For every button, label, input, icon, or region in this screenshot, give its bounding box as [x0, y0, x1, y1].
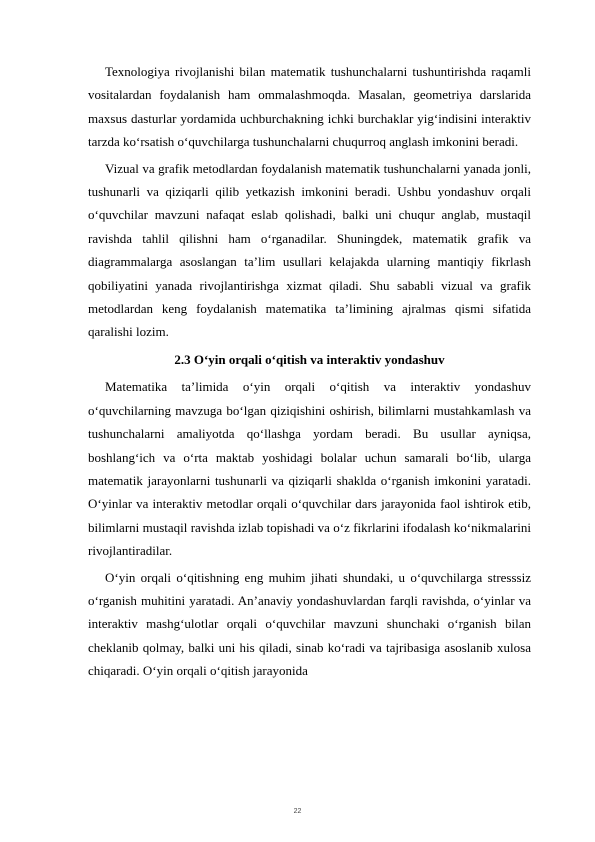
- page-number: 22: [293, 808, 302, 815]
- paragraph-game-learning-intro: Matematika ta’limida o‘yin orqali o‘qitish va interaktiv yondashuv o‘quvchilarning mavzuga bo‘lgan qiziqishini oshirish, bilimlarni mustahkamlash va tushunchalarni amaliyotda qo‘llashga yordam beradi. Bu usullar ayniqsa, boshlang‘ich va o‘rta maktab yoshidagi bolalar uchun samarali bo‘lib, ularga matematik jarayonlarni tushunarli va qiziqarli shaklda o‘rganish imkonini yaratadi. O‘yinlar va interaktiv metodlar orqali o‘quvchilar dars jarayonida faol ishtirok etib, bilimlarni mustaqil ravishda izlab topishadi va o‘z fikrlarini ifodalash ko‘nikmalarini rivojlantiradilar.: [88, 379, 531, 559]
- paragraph-game-learning-benefits: O‘yin orqali o‘qitishning eng muhim jihati shundaki, u o‘quvchilarga stresssiz o‘rganish muhitini yaratadi. An’anaviy yondashuvlardan farqli ravishda, o‘yinlar va interaktiv mashg‘ulotlar orqali o‘quvchilar mavzuni shunchaki o‘rganish bilan cheklanib qolmay, balki uni his qiladi, sinab ko‘radi va tajribasiga asoslanib xulosa chiqaradi. O‘yin orqali o‘qitish jarayonida: [88, 569, 531, 679]
- section-heading: 2.3 O‘yin orqali o‘qitish va interaktiv yondashuv: [174, 351, 445, 367]
- paragraph-digital-tools: Texnologiya rivojlanishi bilan matematik tushunchalarni tushuntirishda raqamli vositalardan foydalanish ham ommalashmoqda. Masalan, geometriya darslarida maxsus dasturlar yordamida uchburchakning ichki burchaklar yig‘indisini interaktiv tarzda ko‘rsatish o‘quvchilarga tushunchalarni chuqurroq anglash imkonini beradi.: [88, 64, 531, 150]
- document-page: [88, 60, 531, 683]
- paragraph-visual-methods: Vizual va grafik metodlardan foydalanish matematik tushunchalarni yanada jonli, tushunarli va qiziqarli qilib yetkazish imkonini beradi. Ushbu yondashuv orqali o‘quvchilar mavzuni nafaqat eslab qolishadi, balki uni chuqur anglab, mustaqil ravishda tahlil qilishni ham o‘rganadilar. Shuningdek, matematik grafik va diagrammalarga asoslangan ta’lim usullari kelajakda ularning mantiqiy fikrlash qobiliyatini yanada rivojlantirishga xizmat qiladi. Shu sababli vizual va grafik metodlardan keng foydalanish matematika ta’limining ajralmas qismi sifatida qaralishi lozim.: [88, 160, 531, 340]
